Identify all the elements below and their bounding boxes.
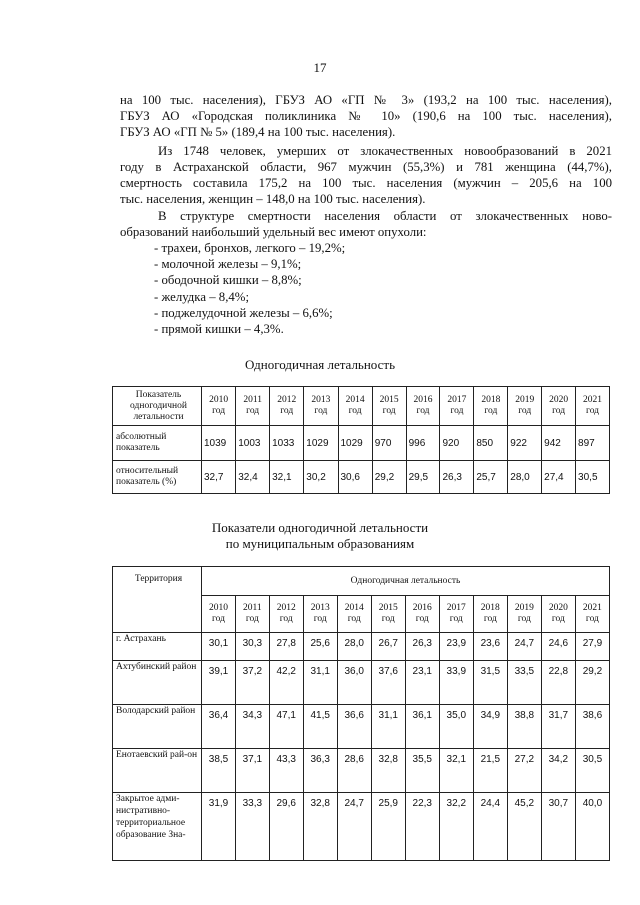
value-cell: 27,9 <box>575 633 609 661</box>
year-header-cell: 2021 год <box>575 596 609 633</box>
value-cell: 38,8 <box>507 705 541 749</box>
value-cell: 24,7 <box>337 793 371 861</box>
value-cell: 1029 <box>304 426 338 461</box>
value-cell: 30,6 <box>338 461 372 494</box>
paragraph-2 <box>120 143 612 207</box>
table-group-header-row <box>113 567 610 596</box>
value-cell: 22,3 <box>405 793 439 861</box>
paragraph-3 <box>120 208 612 240</box>
territory-header-cell: Территория <box>113 567 202 633</box>
list-item: - поджелудочной железы – 6,6%; <box>154 305 333 320</box>
paragraph-2-line: смертность составила 175,2 на 100 тыс. населения (мужчин – 205,6 на 100 <box>120 176 612 190</box>
value-cell: 24,7 <box>507 633 541 661</box>
value-cell: 33,5 <box>507 661 541 705</box>
year-header-cell: 2015 год <box>372 387 406 426</box>
value-cell: 32,2 <box>439 793 473 861</box>
territory-cell: Ахтубинский район <box>113 661 202 705</box>
value-cell: 36,6 <box>337 705 371 749</box>
value-cell: 996 <box>406 426 440 461</box>
table-row <box>113 426 610 461</box>
value-cell: 30,1 <box>202 633 236 661</box>
year-header-cell: 2014 год <box>337 596 371 633</box>
value-cell: 1033 <box>270 426 304 461</box>
value-cell: 32,8 <box>371 749 405 793</box>
value-cell: 34,9 <box>473 705 507 749</box>
value-cell: 36,3 <box>303 749 337 793</box>
value-cell: 24,4 <box>473 793 507 861</box>
value-cell: 37,2 <box>236 661 270 705</box>
value-cell: 31,5 <box>473 661 507 705</box>
year-header-cell: 2020 год <box>541 596 575 633</box>
value-cell: 897 <box>576 426 610 461</box>
year-header-cell: 2012 год <box>270 387 304 426</box>
year-header-cell: 2013 год <box>304 387 338 426</box>
page-number: 17 <box>313 60 327 75</box>
value-cell: 24,6 <box>541 633 575 661</box>
table-row <box>113 749 610 793</box>
value-cell: 32,7 <box>202 461 236 494</box>
tumor-list <box>154 240 345 337</box>
value-cell: 33,9 <box>439 661 473 705</box>
year-header-cell: 2011 год <box>236 387 270 426</box>
value-cell: 47,1 <box>269 705 303 749</box>
value-cell: 29,2 <box>575 661 609 705</box>
value-cell: 23,1 <box>405 661 439 705</box>
list-item: - ободочной кишки – 8,8%; <box>154 273 302 288</box>
value-cell: 43,3 <box>269 749 303 793</box>
paragraph-1 <box>120 92 612 140</box>
paragraph-2-line: Из 1748 человек, умерших от злокачественных новообразований в 2021 <box>158 144 612 158</box>
paragraph-1-line: ГБУЗ АО «Городская поликлиника № 10» (190,6 на 100 тыс. населения), <box>120 109 612 123</box>
value-cell: 31,9 <box>202 793 236 861</box>
table-row <box>113 793 610 861</box>
territory-cell: Закрытое адми-нистративно-территориальное образование Зна- <box>113 793 202 861</box>
value-cell: 27,4 <box>542 461 576 494</box>
value-cell: 32,8 <box>303 793 337 861</box>
year-header-cell: 2015 год <box>371 596 405 633</box>
year-header-cell: 2021 год <box>576 387 610 426</box>
table-row <box>113 461 610 494</box>
paragraph-1-line: на 100 тыс. населения), ГБУЗ АО «ГП № 3» (193,2 на 100 тыс. населения), <box>120 93 612 107</box>
one-year-lethality-table <box>112 386 610 494</box>
value-cell: 32,1 <box>439 749 473 793</box>
year-header-cell: 2012 год <box>269 596 303 633</box>
paragraph-3-line: образований наибольший удельный вес имеют опухоли: <box>120 225 427 239</box>
list-item: - желудка – 8,4%; <box>154 289 250 304</box>
year-header-cell: 2014 год <box>338 387 372 426</box>
value-cell: 22,8 <box>541 661 575 705</box>
list-item: - прямой кишки – 4,3%. <box>154 322 284 337</box>
year-header-cell: 2010 год <box>202 596 236 633</box>
value-cell: 32,1 <box>270 461 304 494</box>
table-1-title: Одногодичная летальность <box>244 357 396 372</box>
value-cell: 37,1 <box>236 749 270 793</box>
value-cell: 45,2 <box>507 793 541 861</box>
table-row <box>113 705 610 749</box>
territory-cell: Володарский район <box>113 705 202 749</box>
year-header-cell: 2017 год <box>439 596 473 633</box>
value-cell: 920 <box>440 426 474 461</box>
list-item: - трахеи, бронхов, легкого – 19,2%; <box>154 241 346 255</box>
table-row <box>113 661 610 705</box>
value-cell: 1029 <box>338 426 372 461</box>
municipal-lethality-table <box>112 566 610 861</box>
value-cell: 36,0 <box>337 661 371 705</box>
year-header-cell: 2018 год <box>473 596 507 633</box>
value-cell: 37,6 <box>371 661 405 705</box>
value-cell: 29,5 <box>406 461 440 494</box>
value-cell: 21,5 <box>473 749 507 793</box>
year-header-cell: 2019 год <box>507 596 541 633</box>
value-cell: 35,0 <box>439 705 473 749</box>
year-header-cell: 2018 год <box>474 387 508 426</box>
territory-cell: Енотаевский рай-он <box>113 749 202 793</box>
value-cell: 35,5 <box>405 749 439 793</box>
value-cell: 34,3 <box>236 705 270 749</box>
value-cell: 28,6 <box>337 749 371 793</box>
table-header-row <box>113 387 610 426</box>
year-header-cell: 2017 год <box>440 387 474 426</box>
year-header-cell: 2011 год <box>236 596 270 633</box>
value-cell: 31,1 <box>303 661 337 705</box>
territory-cell: г. Астрахань <box>113 633 202 661</box>
paragraph-2-line: году в Астраханской области, 967 мужчин (55,3%) и 781 женщина (44,7%), <box>120 160 612 174</box>
value-cell: 26,3 <box>440 461 474 494</box>
value-cell: 970 <box>372 426 406 461</box>
value-cell: 30,5 <box>575 749 609 793</box>
value-cell: 31,7 <box>541 705 575 749</box>
value-cell: 36,4 <box>202 705 236 749</box>
value-cell: 25,6 <box>303 633 337 661</box>
value-cell: 27,2 <box>507 749 541 793</box>
value-cell: 25,7 <box>474 461 508 494</box>
value-cell: 30,5 <box>576 461 610 494</box>
value-cell: 40,0 <box>575 793 609 861</box>
group-header-cell: Одногодичная летальность <box>202 567 610 596</box>
value-cell: 30,7 <box>541 793 575 861</box>
value-cell: 942 <box>542 426 576 461</box>
value-cell: 26,7 <box>371 633 405 661</box>
value-cell: 29,2 <box>372 461 406 494</box>
value-cell: 36,1 <box>405 705 439 749</box>
year-header-cell: 2010 год <box>202 387 236 426</box>
value-cell: 32,4 <box>236 461 270 494</box>
value-cell: 28,0 <box>337 633 371 661</box>
paragraph-2-line: тыс. населения, женщин – 148,0 на 100 тыс. населения). <box>120 192 426 206</box>
year-header-cell: 2013 год <box>303 596 337 633</box>
paragraph-3-line: В структуре смертности населения области от злокачественных ново- <box>158 209 612 223</box>
value-cell: 27,8 <box>269 633 303 661</box>
list-item: - молочной железы – 9,1%; <box>154 257 302 272</box>
header-label-cell: Показатель одногодичной летальности <box>113 387 202 426</box>
value-cell: 39,1 <box>202 661 236 705</box>
year-header-cell: 2016 год <box>406 387 440 426</box>
value-cell: 1039 <box>202 426 236 461</box>
value-cell: 30,3 <box>236 633 270 661</box>
row-label-cell: абсолютный показатель <box>113 426 202 461</box>
value-cell: 850 <box>474 426 508 461</box>
table-2-title-line-1: Показатели одногодичной летальности <box>211 520 429 535</box>
value-cell: 33,3 <box>236 793 270 861</box>
table-2-title-line-2: по муниципальным образованиям <box>225 536 415 551</box>
value-cell: 38,5 <box>202 749 236 793</box>
paragraph-1-line: ГБУЗ АО «ГП № 5» (189,4 на 100 тыс. населения). <box>120 125 396 139</box>
value-cell: 30,2 <box>304 461 338 494</box>
table-row <box>113 633 610 661</box>
value-cell: 25,9 <box>371 793 405 861</box>
value-cell: 41,5 <box>303 705 337 749</box>
value-cell: 34,2 <box>541 749 575 793</box>
year-header-cell: 2020 год <box>542 387 576 426</box>
year-header-cell: 2016 год <box>405 596 439 633</box>
value-cell: 1003 <box>236 426 270 461</box>
value-cell: 42,2 <box>269 661 303 705</box>
value-cell: 23,6 <box>473 633 507 661</box>
row-label-cell: относительный показатель (%) <box>113 461 202 494</box>
value-cell: 922 <box>508 426 542 461</box>
year-header-cell: 2019 год <box>508 387 542 426</box>
value-cell: 28,0 <box>508 461 542 494</box>
value-cell: 38,6 <box>575 705 609 749</box>
value-cell: 26,3 <box>405 633 439 661</box>
value-cell: 23,9 <box>439 633 473 661</box>
value-cell: 29,6 <box>269 793 303 861</box>
value-cell: 31,1 <box>371 705 405 749</box>
